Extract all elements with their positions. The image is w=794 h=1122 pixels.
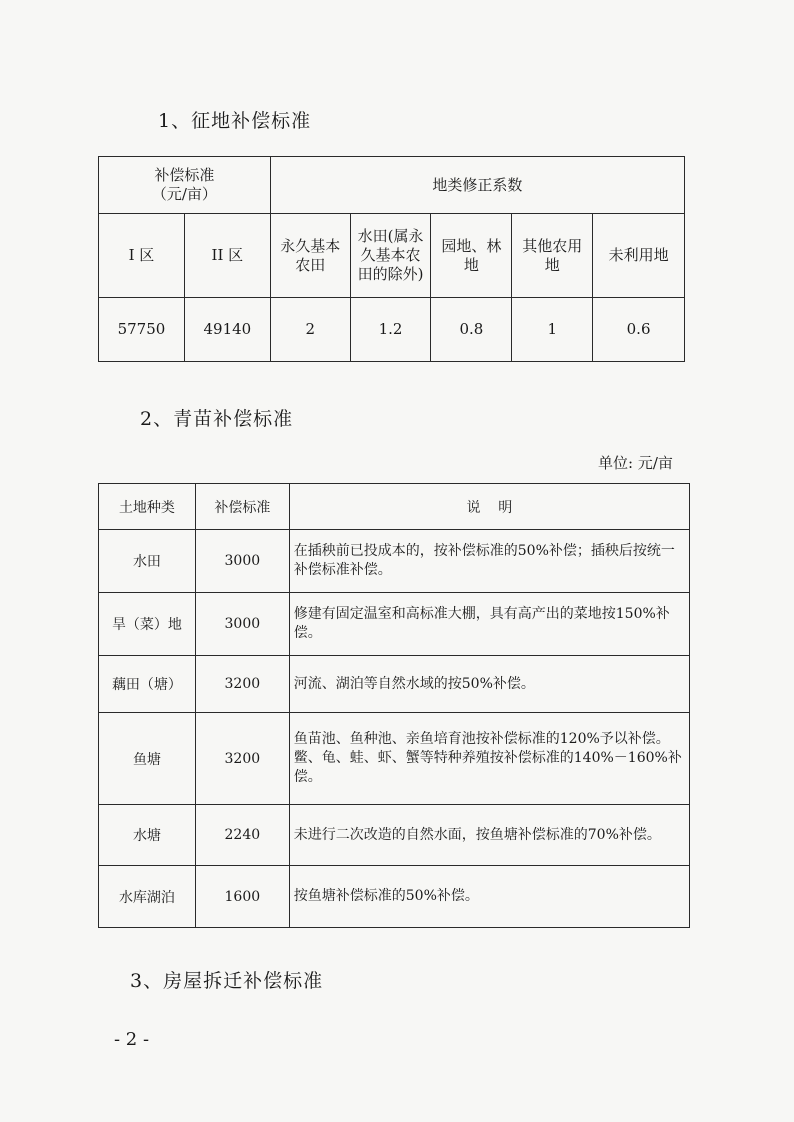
standard-cell: 1600: [195, 866, 289, 928]
unit-label: 单位: 元/亩: [598, 454, 673, 472]
col-header-standard: 补偿标准: [195, 484, 289, 530]
note-cell: 鱼苗池、鱼种池、亲鱼培育池按补偿标准的120%予以补偿。鳖、龟、蛙、虾、蟹等特种养殖按补偿标准的140%－160%补偿。: [289, 713, 689, 805]
land-type-header: 园地、林地: [431, 214, 512, 298]
zone1-value: 57750: [99, 298, 185, 362]
standard-cell: 3200: [195, 713, 289, 805]
note-cell: 未进行二次改造的自然水面，按鱼塘补偿标准的70%补偿。: [289, 805, 689, 866]
std-header-line2: （元/亩）: [151, 185, 217, 203]
note-cell: 在插秧前已投成本的，按补偿标准的50%补偿；插秧后按统一补偿标准补偿。: [289, 530, 689, 593]
land-type-cell: 水库湖泊: [99, 866, 196, 928]
std-header-cell: [99, 157, 271, 214]
col-header-land-type: 土地种类: [99, 484, 196, 530]
table-row: [99, 593, 690, 656]
coefficient-cell: 1.2: [350, 298, 431, 362]
land-compensation-table: [98, 156, 685, 362]
land-type-cell: 水塘: [99, 805, 196, 866]
zone1-label: I 区: [99, 214, 185, 298]
standard-cell: 3000: [195, 530, 289, 593]
section3-heading: 3、房屋拆迁补偿标准: [130, 970, 324, 992]
land-type-header: 未利用地: [593, 214, 685, 298]
col-header-note: 说 明: [289, 484, 689, 530]
coef-header-cell: 地类修正系数: [270, 157, 684, 214]
std-header-line1: 补偿标准: [154, 166, 215, 184]
zone2-label: II 区: [184, 214, 270, 298]
table-row: [99, 530, 690, 593]
section2-heading: 2、青苗补偿标准: [140, 408, 294, 430]
note-cell: 按鱼塘补偿标准的50%补偿。: [289, 866, 689, 928]
table-row: [99, 866, 690, 928]
standard-cell: 3000: [195, 593, 289, 656]
standard-cell: 2240: [195, 805, 289, 866]
land-type-cell: 鱼塘: [99, 713, 196, 805]
table-row: [99, 713, 690, 805]
land-type-cell: 藕田（塘）: [99, 656, 196, 713]
note-cell: 河流、湖泊等自然水域的按50%补偿。: [289, 656, 689, 713]
land-type-cell: 水田: [99, 530, 196, 593]
table-row: [99, 805, 690, 866]
crop-compensation-table: [98, 483, 690, 928]
zone2-value: 49140: [184, 298, 270, 362]
land-type-header: 永久基本农田: [270, 214, 350, 298]
note-cell: 修建有固定温室和高标准大棚，具有高产出的菜地按150%补偿。: [289, 593, 689, 656]
standard-cell: 3200: [195, 656, 289, 713]
coefficient-cell: 0.8: [431, 298, 512, 362]
land-type-cell: 旱（菜）地: [99, 593, 196, 656]
coefficient-cell: 2: [270, 298, 350, 362]
land-type-header: 水田(属永久基本农田的除外): [350, 214, 431, 298]
section1-heading: 1、征地补偿标准: [158, 110, 312, 132]
coefficient-cell: 1: [512, 298, 593, 362]
coefficient-cell: 0.6: [593, 298, 685, 362]
page-number: - 2 -: [114, 1029, 150, 1050]
table-row: [99, 656, 690, 713]
land-type-header: 其他农用地: [512, 214, 593, 298]
